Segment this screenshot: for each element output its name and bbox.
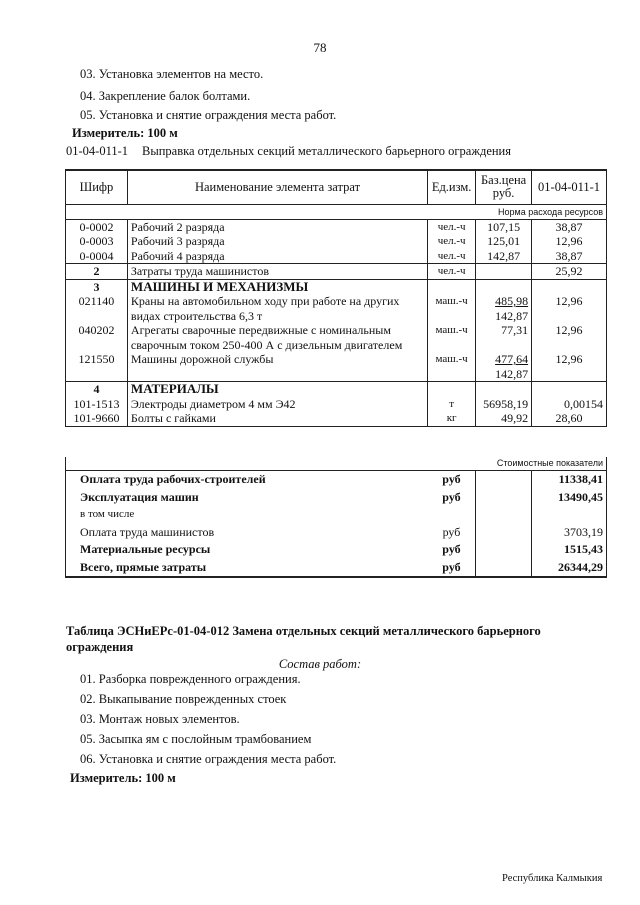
cell-price: 77,31: [476, 323, 532, 352]
work-item: 05. Установка и снятие ограждения места работ.: [80, 108, 337, 122]
cell-code: 040202: [66, 323, 128, 352]
cell-code: 101-1513: [66, 397, 128, 412]
cell-code: 0-0002: [66, 219, 128, 234]
table-row: [66, 397, 607, 412]
header-name: Наименование элемента затрат: [127, 170, 427, 204]
table2-title: Таблица ЭСНиЕРс-01-04-012 Замена отдельных секций металлического барьерного ограждения: [66, 624, 541, 654]
header-norm: 01-04-011-1: [532, 170, 607, 204]
cell-name: Краны на автомобильном ходу при работе на других видах строительства 6,3 т: [127, 294, 427, 323]
cell-code: 021140: [66, 294, 128, 323]
cost-caption-row: [66, 457, 607, 471]
cell-unit: чел.-ч: [428, 234, 476, 249]
cell-unit: чел.-ч: [428, 219, 476, 234]
table-row: [66, 294, 607, 323]
cell-norm: 0,00154: [532, 397, 607, 412]
cost-row: [66, 489, 607, 507]
table-row: [66, 323, 607, 352]
cell-name: Болты с гайками: [127, 411, 427, 426]
cell-name: Агрегаты сварочные передвижные с номинальным сварочным током 250-400 А с дизельным двигателем: [127, 323, 427, 352]
cell-norm: 12,96: [532, 352, 607, 382]
cost-row: [66, 541, 607, 559]
table-row: [66, 264, 607, 280]
table-row: [66, 411, 607, 426]
cost-label: Эксплуатация машин: [66, 489, 428, 507]
cell-name: Машины дорожной службы: [127, 352, 427, 382]
cell-unit: кг: [428, 411, 476, 426]
cell-price: 56958,19: [476, 397, 532, 412]
cost-value: 13490,45: [532, 489, 607, 507]
cell-price-secondary: 142,87: [495, 308, 529, 323]
cell-name: Электроды диаметром 4 мм Э42: [127, 397, 427, 412]
cell-price: 485,98: [495, 294, 529, 308]
header-unit: Ед.изм.: [428, 170, 476, 204]
resource-table: [65, 169, 607, 427]
cell-unit: чел.-ч: [428, 264, 476, 280]
cost-unit: руб: [442, 472, 461, 486]
measure-label: Измеритель: 100 м: [72, 126, 178, 140]
cost-value: 26344,29: [532, 559, 607, 578]
section-title: МАШИНЫ И МЕХАНИЗМЫ: [127, 279, 427, 294]
cost-label: Материальные ресурсы: [66, 541, 428, 559]
table-row: [66, 249, 607, 264]
cost-row: [66, 506, 607, 524]
section-row: [66, 279, 607, 294]
header-price: Баз.цена руб.: [476, 170, 532, 204]
work-item: 05. Засыпка ям с послойным трамбованием: [80, 732, 312, 746]
cost-unit: руб: [442, 524, 461, 539]
work-item: 01. Разборка поврежденного ограждения.: [80, 672, 301, 686]
cost-label: Оплата труда машинистов: [66, 524, 428, 542]
section-row: [66, 382, 607, 397]
cell-name: Рабочий 4 разряда: [127, 249, 427, 264]
cost-value: 1515,43: [532, 541, 607, 559]
work-item: 06. Установка и снятие ограждения места работ.: [80, 752, 337, 766]
norm-title: [66, 144, 511, 159]
cost-caption: Стоимостные показатели: [66, 457, 607, 471]
cell-name: Рабочий 2 разряда: [127, 219, 427, 234]
measure-label: Измеритель: 100 м: [70, 771, 176, 785]
cell-unit: т: [428, 397, 476, 412]
cell-norm: 12,96: [532, 294, 607, 323]
cell-code: 121550: [66, 352, 128, 382]
table-row: [66, 219, 607, 234]
cell-unit: чел.-ч: [428, 249, 476, 264]
section-number: 3: [66, 279, 128, 294]
norm-caption: Норма расхода ресурсов: [66, 204, 607, 219]
cost-value: 3703,19: [532, 524, 607, 542]
cell-price: [476, 264, 532, 280]
cost-value: 11338,41: [532, 471, 607, 489]
cell-code: 0-0004: [66, 249, 128, 264]
cell-price: 477,64: [495, 352, 529, 366]
work-item: 04. Закрепление балок болтами.: [80, 89, 251, 103]
norm-name: Выправка отдельных секций металлического барьерного ограждения: [142, 144, 511, 158]
cell-norm: 12,96: [532, 323, 607, 352]
cost-unit: руб: [428, 559, 476, 578]
norm-code: 01-04-011-1: [66, 144, 129, 158]
cost-unit: руб: [442, 542, 461, 556]
cost-unit: руб: [442, 489, 461, 504]
cost-table: [65, 457, 607, 578]
cell-unit: маш.-ч: [428, 352, 476, 382]
cell-norm: 25,92: [532, 264, 607, 280]
cell-name: Рабочий 3 разряда: [127, 234, 427, 249]
cost-label: в том числе: [66, 506, 428, 524]
cost-row: [66, 524, 607, 542]
cell-norm: 38,87: [532, 219, 607, 234]
cell-unit: маш.-ч: [428, 323, 476, 352]
cell-code: 0-0003: [66, 234, 128, 249]
cell-code: 2: [66, 264, 128, 280]
table-row: [66, 352, 607, 382]
norm-caption-row: [66, 204, 607, 219]
section-title: МАТЕРИАЛЫ: [127, 382, 427, 397]
cost-label: Всего, прямые затраты: [66, 559, 428, 578]
cell-price: 49,92: [476, 411, 532, 426]
cell-price: 142,87: [476, 249, 532, 264]
cell-unit: маш.-ч: [428, 294, 476, 323]
cost-row: [66, 559, 607, 578]
work-item: 03. Установка элементов на место.: [80, 67, 264, 81]
footer-region: Республика Калмыкия: [502, 873, 603, 884]
cell-norm: 28,60: [532, 411, 607, 426]
cell-price: 125,01: [476, 234, 532, 249]
cost-row: [66, 471, 607, 489]
table-header: [66, 170, 607, 204]
cell-price-secondary: 142,87: [495, 366, 529, 381]
cell-price: 107,15: [476, 219, 532, 234]
work-item: 02. Выкапывание поврежденных стоек: [80, 692, 287, 706]
cell-name: Затраты труда машинистов: [127, 264, 427, 280]
section-number: 4: [66, 382, 128, 397]
cell-norm: 38,87: [532, 249, 607, 264]
page-number: 78: [313, 40, 327, 55]
work-composition-heading: Состав работ:: [278, 657, 362, 671]
table-row: [66, 234, 607, 249]
cell-norm: 12,96: [532, 234, 607, 249]
cost-label: Оплата труда рабочих-строителей: [66, 471, 428, 489]
cell-code: 101-9660: [66, 411, 128, 426]
header-code: Шифр: [66, 170, 128, 204]
work-item: 03. Монтаж новых элементов.: [80, 712, 240, 726]
